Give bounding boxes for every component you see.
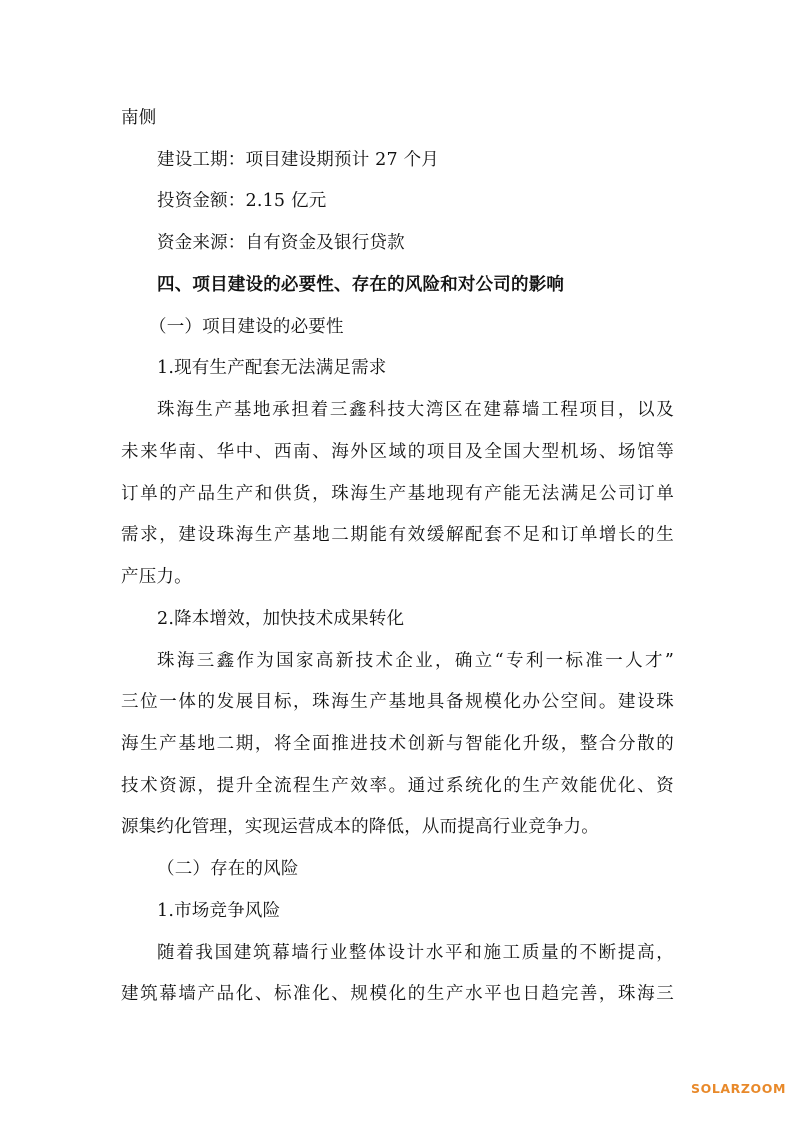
construction-period-line: 建设工期：项目建设期预计 27 个月: [157, 150, 439, 170]
paragraph-line: 珠海生产基地承担着三鑫科技大湾区在建幕墙工程项目，以及: [157, 400, 674, 420]
item-heading: 1.市场竞争风险: [157, 901, 281, 921]
section-heading: 四、项目建设的必要性、存在的风险和对公司的影响: [157, 275, 565, 295]
paragraph-line: 随着我国建筑幕墙行业整体设计水平和施工质量的不断提高，: [157, 943, 674, 963]
paragraph-line: 三位一体的发展目标，珠海生产基地具备规模化办公空间。建设珠: [121, 692, 674, 712]
funding-source-line: 资金来源：自有资金及银行贷款: [157, 233, 405, 253]
text-line: 南侧: [121, 108, 157, 128]
paragraph-line: 海生产基地二期，将全面推进技术创新与智能化升级，整合分散的: [121, 734, 674, 754]
subsection-heading: （二）存在的风险: [157, 859, 299, 879]
item-heading: 2.降本增效，加快技术成果转化: [157, 609, 405, 629]
item-heading: 1.现有生产配套无法满足需求: [157, 358, 387, 378]
paragraph-line: 需求，建设珠海生产基地二期能有效缓解配套不足和订单增长的生: [121, 525, 674, 545]
paragraph-line: 订单的产品生产和供货，珠海生产基地现有产能无法满足公司订单: [121, 484, 674, 504]
paragraph-line: 珠海三鑫作为国家高新技术企业，确立“专利一标准一人才”: [157, 651, 674, 671]
paragraph-line: 产压力。: [121, 567, 192, 587]
subsection-heading: （一）项目建设的必要性: [149, 317, 344, 337]
investment-amount-line: 投资金额：2.15 亿元: [157, 191, 327, 211]
paragraph-line: 技术资源，提升全流程生产效率。通过系统化的生产效能优化、资: [121, 776, 674, 796]
solarzoom-watermark: SOLARZOOM: [691, 1081, 787, 1096]
paragraph-line: 未来华南、华中、西南、海外区域的项目及全国大型机场、场馆等: [121, 442, 674, 462]
paragraph-line: 建筑幕墙产品化、标准化、规模化的生产水平也日趋完善，珠海三: [121, 984, 674, 1004]
paragraph-line: 源集约化管理，实现运营成本的降低，从而提高行业竞争力。: [121, 817, 599, 837]
